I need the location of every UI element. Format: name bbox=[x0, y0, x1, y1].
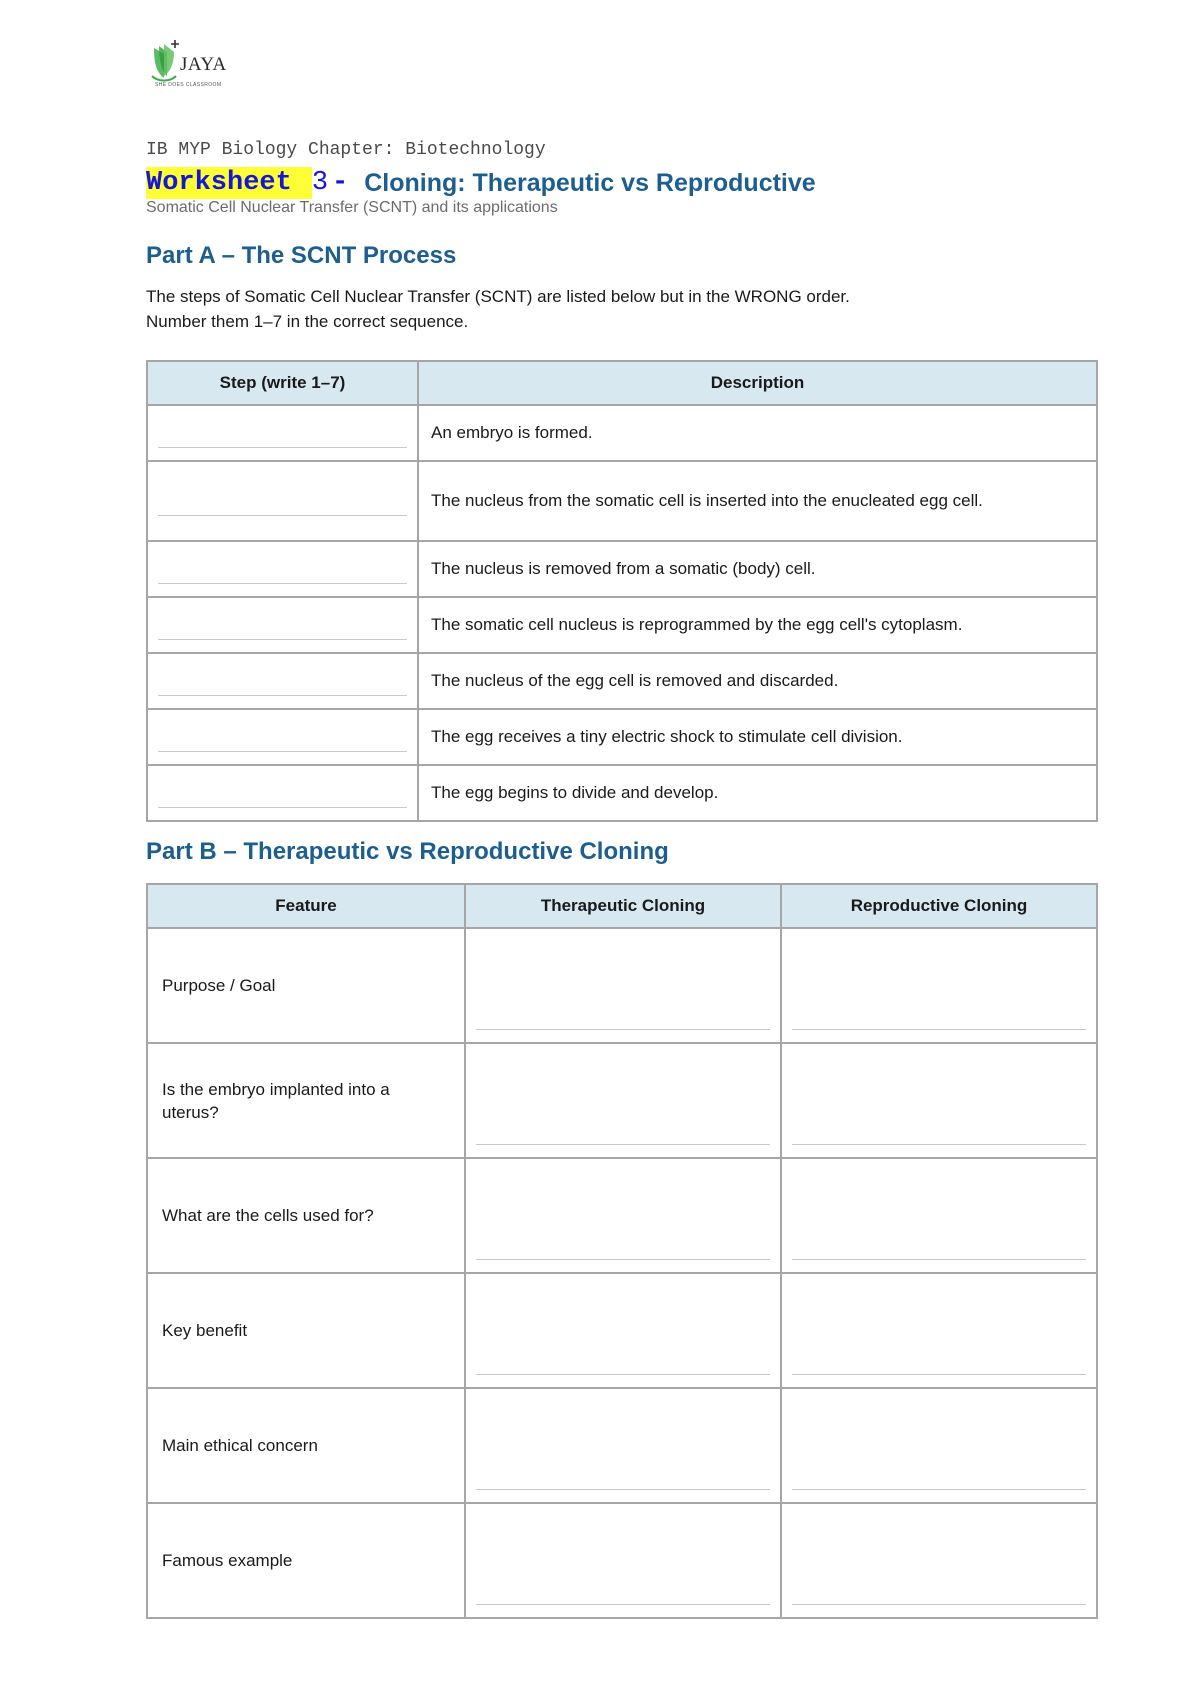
write-line bbox=[476, 1258, 770, 1260]
table-row bbox=[147, 928, 1097, 1043]
scnt-steps-table bbox=[146, 360, 1098, 822]
write-line bbox=[158, 789, 407, 808]
feature-label: Is the embryo implanted into a uterus? bbox=[147, 1043, 465, 1158]
part-a-instructions bbox=[146, 284, 1046, 334]
feature-label: Famous example bbox=[147, 1503, 465, 1618]
write-line bbox=[158, 429, 407, 448]
column-header-therapeutic: Therapeutic Cloning bbox=[465, 884, 781, 928]
jaya-logo bbox=[150, 38, 250, 94]
write-line bbox=[476, 1028, 770, 1030]
write-line bbox=[792, 1603, 1086, 1605]
course-line: IB MYP Biology Chapter: Biotechnology bbox=[146, 140, 546, 160]
worksheet-topic: Cloning: Therapeutic vs Reproductive bbox=[364, 169, 816, 197]
step-description: The somatic cell nucleus is reprogrammed by the egg cell's cytoplasm. bbox=[418, 597, 1097, 653]
leaf-book-icon bbox=[150, 38, 182, 84]
step-number-field[interactable] bbox=[147, 541, 418, 597]
step-number-field[interactable] bbox=[147, 653, 418, 709]
column-header-feature: Feature bbox=[147, 884, 465, 928]
reproductive-answer-field[interactable] bbox=[781, 1043, 1097, 1158]
step-number-field[interactable] bbox=[147, 765, 418, 821]
step-number-field[interactable] bbox=[147, 597, 418, 653]
write-line bbox=[158, 565, 407, 584]
logo-tagline: SHE DOES CLASSROOM bbox=[155, 82, 222, 88]
feature-label: What are the cells used for? bbox=[147, 1158, 465, 1273]
feature-label: Purpose / Goal bbox=[147, 928, 465, 1043]
table-row bbox=[147, 405, 1097, 461]
table-row bbox=[147, 1503, 1097, 1618]
table-row bbox=[147, 541, 1097, 597]
step-description: The nucleus is removed from a somatic (body) cell. bbox=[418, 541, 1097, 597]
therapeutic-answer-field[interactable] bbox=[465, 928, 781, 1043]
table-row bbox=[147, 653, 1097, 709]
step-description: An embryo is formed. bbox=[418, 405, 1097, 461]
step-number-field[interactable] bbox=[147, 461, 418, 541]
therapeutic-answer-field[interactable] bbox=[465, 1273, 781, 1388]
instructions-line-2: Number them 1–7 in the correct sequence. bbox=[146, 312, 469, 331]
step-description: The egg receives a tiny electric shock to stimulate cell division. bbox=[418, 709, 1097, 765]
column-header-step: Step (write 1–7) bbox=[147, 361, 418, 405]
feature-label: Key benefit bbox=[147, 1273, 465, 1388]
title-dash: - bbox=[332, 168, 349, 198]
reproductive-answer-field[interactable] bbox=[781, 1273, 1097, 1388]
table-row bbox=[147, 1158, 1097, 1273]
write-line bbox=[158, 677, 407, 696]
reproductive-answer-field[interactable] bbox=[781, 1158, 1097, 1273]
feature-label: Main ethical concern bbox=[147, 1388, 465, 1503]
reproductive-answer-field[interactable] bbox=[781, 1388, 1097, 1503]
write-line bbox=[158, 621, 407, 640]
step-number-field[interactable] bbox=[147, 709, 418, 765]
table-row bbox=[147, 765, 1097, 821]
logo-brand: JAYA bbox=[180, 54, 227, 75]
write-line bbox=[476, 1603, 770, 1605]
table-header-row bbox=[147, 361, 1097, 405]
write-line bbox=[792, 1488, 1086, 1490]
write-line bbox=[792, 1373, 1086, 1375]
step-description: The nucleus from the somatic cell is inserted into the enucleated egg cell. bbox=[418, 461, 1097, 541]
reproductive-answer-field[interactable] bbox=[781, 1503, 1097, 1618]
reproductive-answer-field[interactable] bbox=[781, 928, 1097, 1043]
part-b-heading: Part B – Therapeutic vs Reproductive Cloning bbox=[146, 838, 669, 865]
table-row bbox=[147, 1043, 1097, 1158]
column-header-reproductive: Reproductive Cloning bbox=[781, 884, 1097, 928]
part-a-heading: Part A – The SCNT Process bbox=[146, 242, 457, 269]
write-line bbox=[792, 1028, 1086, 1030]
write-line bbox=[792, 1258, 1086, 1260]
column-header-description: Description bbox=[418, 361, 1097, 405]
step-number-field[interactable] bbox=[147, 405, 418, 461]
therapeutic-answer-field[interactable] bbox=[465, 1388, 781, 1503]
instructions-line-1: The steps of Somatic Cell Nuclear Transfer (SCNT) are listed below but in the WRONG order. bbox=[146, 287, 850, 306]
write-line bbox=[158, 497, 407, 516]
worksheet-subtitle: Somatic Cell Nuclear Transfer (SCNT) and its applications bbox=[146, 199, 558, 216]
table-row bbox=[147, 461, 1097, 541]
step-description: The nucleus of the egg cell is removed and discarded. bbox=[418, 653, 1097, 709]
table-row bbox=[147, 709, 1097, 765]
worksheet-number: 3 bbox=[311, 168, 329, 198]
table-header-row bbox=[147, 884, 1097, 928]
table-row bbox=[147, 597, 1097, 653]
write-line bbox=[476, 1488, 770, 1490]
worksheet-word: Worksheet bbox=[146, 167, 312, 199]
therapeutic-answer-field[interactable] bbox=[465, 1043, 781, 1158]
step-description: The egg begins to divide and develop. bbox=[418, 765, 1097, 821]
table-row bbox=[147, 1273, 1097, 1388]
write-line bbox=[476, 1373, 770, 1375]
therapeutic-answer-field[interactable] bbox=[465, 1158, 781, 1273]
table-row bbox=[147, 1388, 1097, 1503]
write-line bbox=[792, 1143, 1086, 1145]
write-line bbox=[158, 733, 407, 752]
worksheet-title bbox=[146, 166, 816, 200]
therapeutic-answer-field[interactable] bbox=[465, 1503, 781, 1618]
cloning-comparison-table bbox=[146, 883, 1098, 1619]
write-line bbox=[476, 1143, 770, 1145]
